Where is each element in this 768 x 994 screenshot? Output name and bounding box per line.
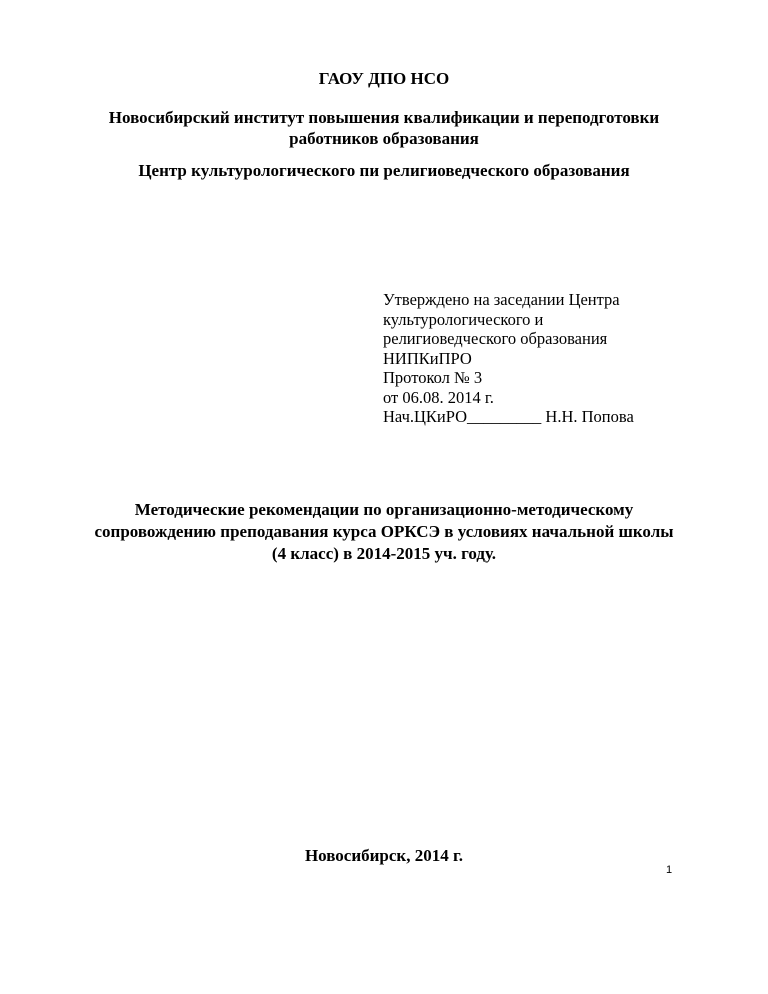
institute-name-line-2: работников образования (289, 129, 479, 148)
center-name: Центр культурологического пи религиоведческого образования (138, 161, 630, 180)
document-title-line-3: (4 класс) в 2014-2015 уч. году. (271, 544, 497, 563)
approval-line: НИПКиПРО (383, 348, 472, 368)
document-title-line-1: Методические рекомендации по организационно-методическому (134, 500, 634, 519)
org-short-name: ГАОУ ДПО НСО (318, 69, 450, 88)
approval-line: культурологического и (383, 309, 544, 329)
approval-line: Протокол № 3 (383, 368, 483, 387)
approval-line: от 06.08. 2014 г. (383, 387, 494, 407)
approval-signature-line: Нач.ЦКиРО_________ Н.Н. Попова (383, 407, 634, 426)
document-title-line-2: сопровождению преподавания курса ОРКСЭ в условиях начальной школы (94, 522, 674, 541)
approval-line: Утверждено на заседании Центра (383, 290, 620, 309)
page-number: 1 (666, 864, 673, 876)
institute-name-line-1: Новосибирский институт повышения квалификации и переподготовки (108, 108, 660, 127)
city-year: Новосибирск, 2014 г. (304, 846, 464, 865)
approval-block (383, 290, 713, 427)
approval-line: религиоведческого образования (383, 329, 608, 348)
